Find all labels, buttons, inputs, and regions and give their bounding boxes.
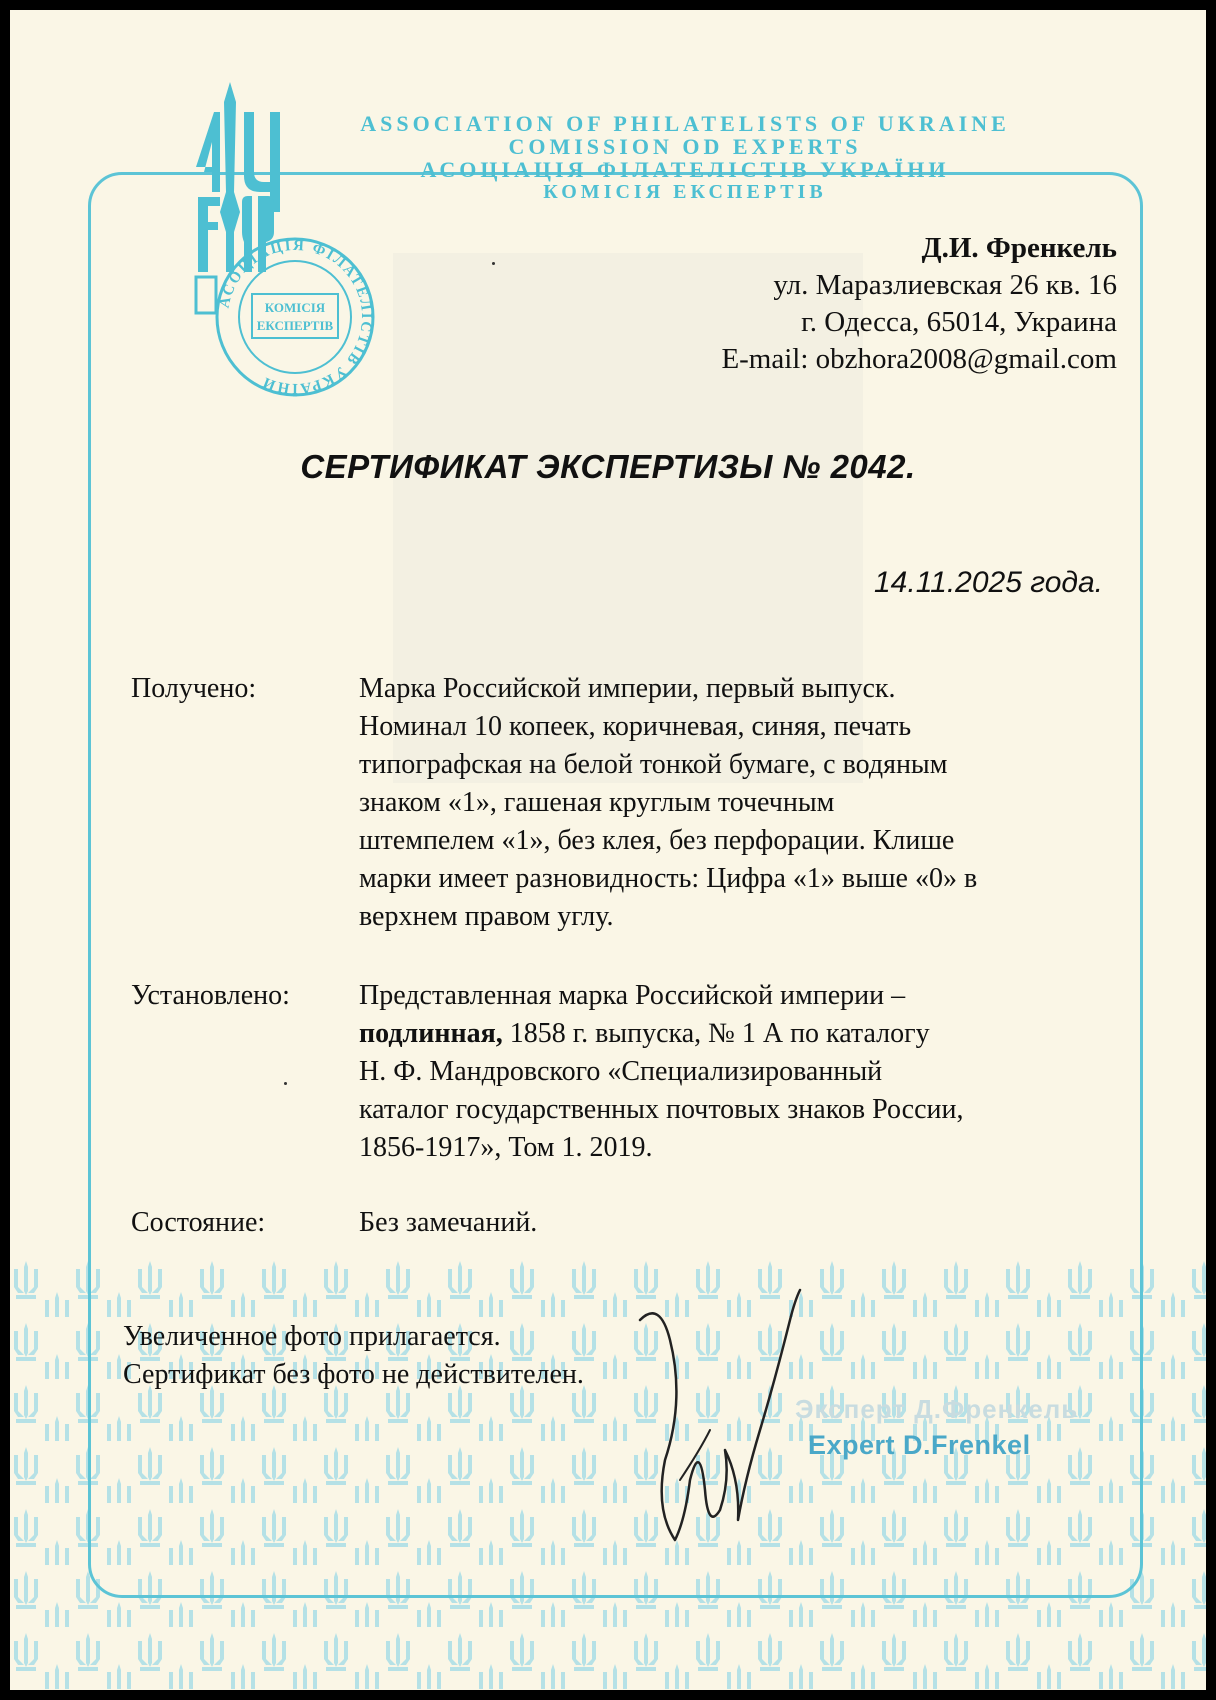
established-label: Установлено: xyxy=(131,980,290,1011)
address-city: г. Одесса, 65014, Украина xyxy=(801,306,1117,338)
expert-address-block xyxy=(721,230,1117,378)
established-text xyxy=(359,977,1119,1167)
address-street: ул. Маразлиевская 26 кв. 16 xyxy=(773,269,1117,301)
logo-inner-line2: ЕКСПЕРТІВ xyxy=(256,318,334,333)
established-line: Представленная марка Российской империи – xyxy=(359,980,906,1011)
association-header xyxy=(330,112,1040,204)
footnote-line-2: Сертификат без фото не действителен. xyxy=(123,1359,584,1390)
established-line-rest: 1858 г. выпуска, № 1 А по каталогу xyxy=(502,1018,930,1049)
footnote xyxy=(123,1318,584,1394)
expert-stamp-ru: Эксперт Д.Френкель xyxy=(795,1394,1079,1424)
header-line-1: ASSOCIATION OF PHILATELISTS OF UKRAINE xyxy=(360,111,1010,136)
condition-label: Состояние: xyxy=(131,1207,266,1238)
address-email: E-mail: obzhora2008@gmail.com xyxy=(721,343,1117,375)
received-section xyxy=(131,670,1111,940)
established-line: Н. Ф. Мандровского «Специализированный xyxy=(359,1056,883,1087)
header-line-2: COMISSION OD EXPERTS xyxy=(508,134,862,159)
handwritten-signature xyxy=(630,1280,830,1560)
condition-text: Без замечаний. xyxy=(359,1207,538,1238)
received-line: марки имеет разновидность: Цифра «1» выше «0» в xyxy=(359,863,978,894)
received-label: Получено: xyxy=(131,673,257,704)
certificate-title: СЕРТИФИКАТ ЭКСПЕРТИЗЫ № 2042. xyxy=(300,448,916,485)
established-line xyxy=(359,1015,1119,1053)
received-line: знаком «1», гашеная круглым точечным xyxy=(359,787,835,818)
header-line-3: АСОЦІАЦІЯ ФІЛАТЕЛІСТІВ УКРАЇНИ xyxy=(420,157,950,182)
expert-name: Д.И. Френкель xyxy=(921,232,1117,264)
received-text xyxy=(359,670,1119,936)
established-line: каталог государственных почтовых знаков России, xyxy=(359,1094,964,1125)
paper-speck xyxy=(284,1082,287,1085)
condition-section xyxy=(131,1204,1111,1244)
received-line: типографская на белой тонкой бумаге, с водяным xyxy=(359,749,948,780)
certificate-date: 14.11.2025 года. xyxy=(874,566,1103,599)
received-line: Марка Российской империи, первый выпуск. xyxy=(359,673,896,704)
authentic-verdict: подлинная, xyxy=(359,1018,503,1049)
header-line-4: КОМІСІЯ ЕКСПЕРТІВ xyxy=(543,181,827,203)
paper-speck xyxy=(492,262,495,265)
expert-stamp-en: Expert D.Frenkel xyxy=(808,1430,1031,1460)
received-line: верхнем правом углу. xyxy=(359,901,614,932)
received-line: Номинал 10 копеек, коричневая, синяя, печать xyxy=(359,711,912,742)
received-line: штемпелем «1», без клея, без перфорации. Клише xyxy=(359,825,955,856)
established-line: 1856-1917», Том 1. 2019. xyxy=(359,1132,653,1163)
logo-ring-text: АСОЦІАЦІЯ ФІЛАТЕЛІСТІВ УКРАЇНИ xyxy=(216,237,375,397)
established-section xyxy=(131,977,1111,1177)
logo-inner-line1: КОМІСІЯ xyxy=(264,300,326,315)
footnote-line-1: Увеличенное фото прилагается. xyxy=(123,1321,501,1352)
